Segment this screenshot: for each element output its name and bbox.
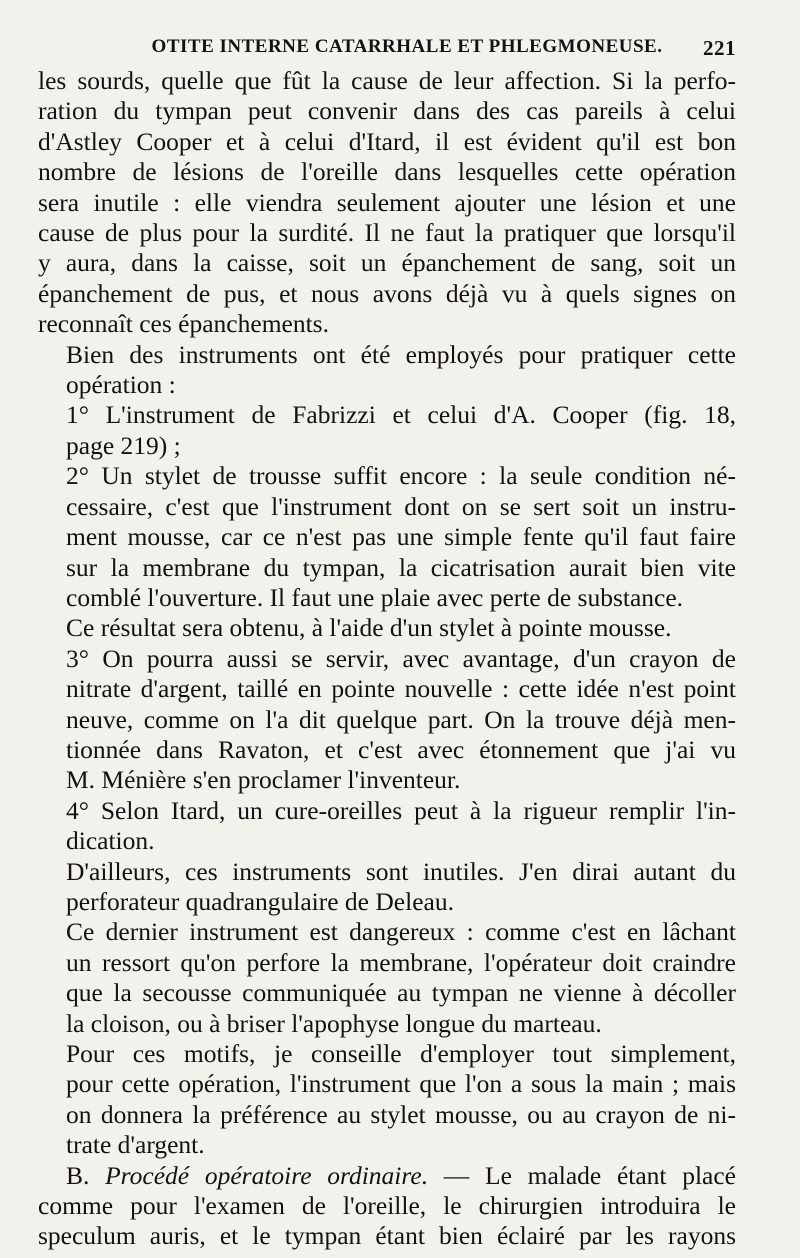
text-line [38, 1161, 736, 1191]
text-line: ration du tympan peut convenir dans des cas pareils à celui [38, 96, 736, 126]
text-line: un ressort qu'on perfore la membrane, l'opérateur doit craindre [66, 947, 736, 977]
text-line: page 219) ; [66, 430, 181, 460]
text-line: Ce résultat sera obtenu, à l'aide d'un stylet à pointe mousse. [66, 613, 672, 643]
paragraph [38, 340, 736, 401]
text-line: tionnée dans Ravaton, et c'est avec étonnement que j'ai vu [66, 734, 736, 764]
text-line: 4° Selon Itard, un cure-oreilles peut à la rigueur remplir l'in- [66, 795, 736, 825]
text-line: speculum auris, et le tympan étant bien éclairé par les rayons [38, 1221, 736, 1251]
paragraph [38, 1039, 736, 1161]
text-line: les sourds, quelle que fût la cause de leur affection. Si la perfo- [38, 66, 736, 95]
text-line: ment mousse, car ce n'est pas une simple fente qu'il faut faire [66, 522, 736, 552]
text-line: épanchement de pus, et nous avons déjà vu à quels signes on [38, 278, 736, 308]
text-line: y aura, dans la caisse, soit un épanchement de sang, soit un [38, 248, 736, 278]
text-line: sur la membrane du tympan, la cicatrisation aurait bien vite [66, 552, 736, 582]
section-heading: Procédé opératoire ordinaire. [105, 1160, 429, 1190]
text-line: nombre de lésions de l'oreille dans lesquelles cette opération [38, 157, 736, 187]
paragraph [38, 857, 736, 918]
text-line: Ce dernier instrument est dangereux : comme c'est en lâchant [66, 917, 736, 947]
text-line: d'Astley Cooper et à celui d'Itard, il est évident qu'il est bon [38, 126, 736, 156]
text-line: Bien des instruments ont été employés pour pratiquer cette [66, 339, 736, 369]
text-line: reconnaît ces épanchements. [38, 309, 329, 339]
text-line: comme pour l'examen de l'oreille, le chirurgien introduira le [38, 1191, 736, 1221]
paragraph [38, 400, 736, 461]
body-text [38, 66, 736, 1161]
running-title: OTITE INTERNE CATARRHALE ET PHLEGMONEUSE. [151, 36, 663, 57]
text-line: comblé l'ouverture. Il faut une plaie avec perte de substance. [66, 582, 684, 612]
text-line: cessaire, c'est que l'instrument dont on se sert soit un instru- [66, 491, 736, 521]
text-line: la cloison, ou à briser l'apophyse longue du marteau. [66, 1008, 602, 1038]
text-line: sera inutile : elle viendra seulement ajouter une lésion et une [38, 187, 736, 217]
paragraph [38, 917, 736, 1039]
text-line: 1° L'instrument de Fabrizzi et celui d'A. Cooper (fig. 18, [66, 400, 736, 430]
text-fragment: — Le malade étant placé [443, 1160, 737, 1190]
page-number: 221 [703, 36, 736, 60]
text-line: D'ailleurs, ces instruments sont inutiles. J'en dirai autant du [66, 856, 736, 886]
final-paragraph [38, 1161, 736, 1252]
text-line: dication. [66, 826, 155, 856]
text-line: opération : [66, 370, 176, 400]
paragraph [38, 796, 736, 857]
paragraph [38, 461, 736, 613]
paragraph [38, 613, 736, 643]
text-line: cause de plus pour la surdité. Il ne faut la pratiquer que lorsqu'il [38, 218, 736, 248]
paragraph [38, 66, 736, 340]
text-line: 3° On pourra aussi se servir, avec avantage, d'un crayon de [66, 643, 736, 673]
text-line: Pour ces motifs, je conseille d'employer tout simplement, [66, 1039, 736, 1068]
text-line: 2° Un stylet de trousse suffit encore : la seule condition né- [66, 461, 736, 491]
text-line: nitrate d'argent, taillé en pointe nouvelle : cette idée n'est point [66, 674, 736, 704]
text-line: que la secousse communiquée au tympan ne vienne à décoller [66, 978, 736, 1008]
text-line: on donnera la préférence au stylet mousse, ou au crayon de ni- [66, 1099, 736, 1129]
section-label: B. [66, 1160, 90, 1190]
running-header [38, 36, 736, 66]
paragraph [38, 644, 736, 796]
text-line: M. Ménière s'en proclamer l'inventeur. [66, 765, 461, 795]
text-line: pour cette opération, l'instrument que l'on a sous la main ; mais [66, 1069, 736, 1099]
text-line: trate d'argent. [66, 1130, 205, 1160]
text-line: neuve, comme on l'a dit quelque part. On la trouve déjà men- [66, 704, 736, 734]
text-line: perforateur quadrangulaire de Deleau. [66, 886, 454, 916]
